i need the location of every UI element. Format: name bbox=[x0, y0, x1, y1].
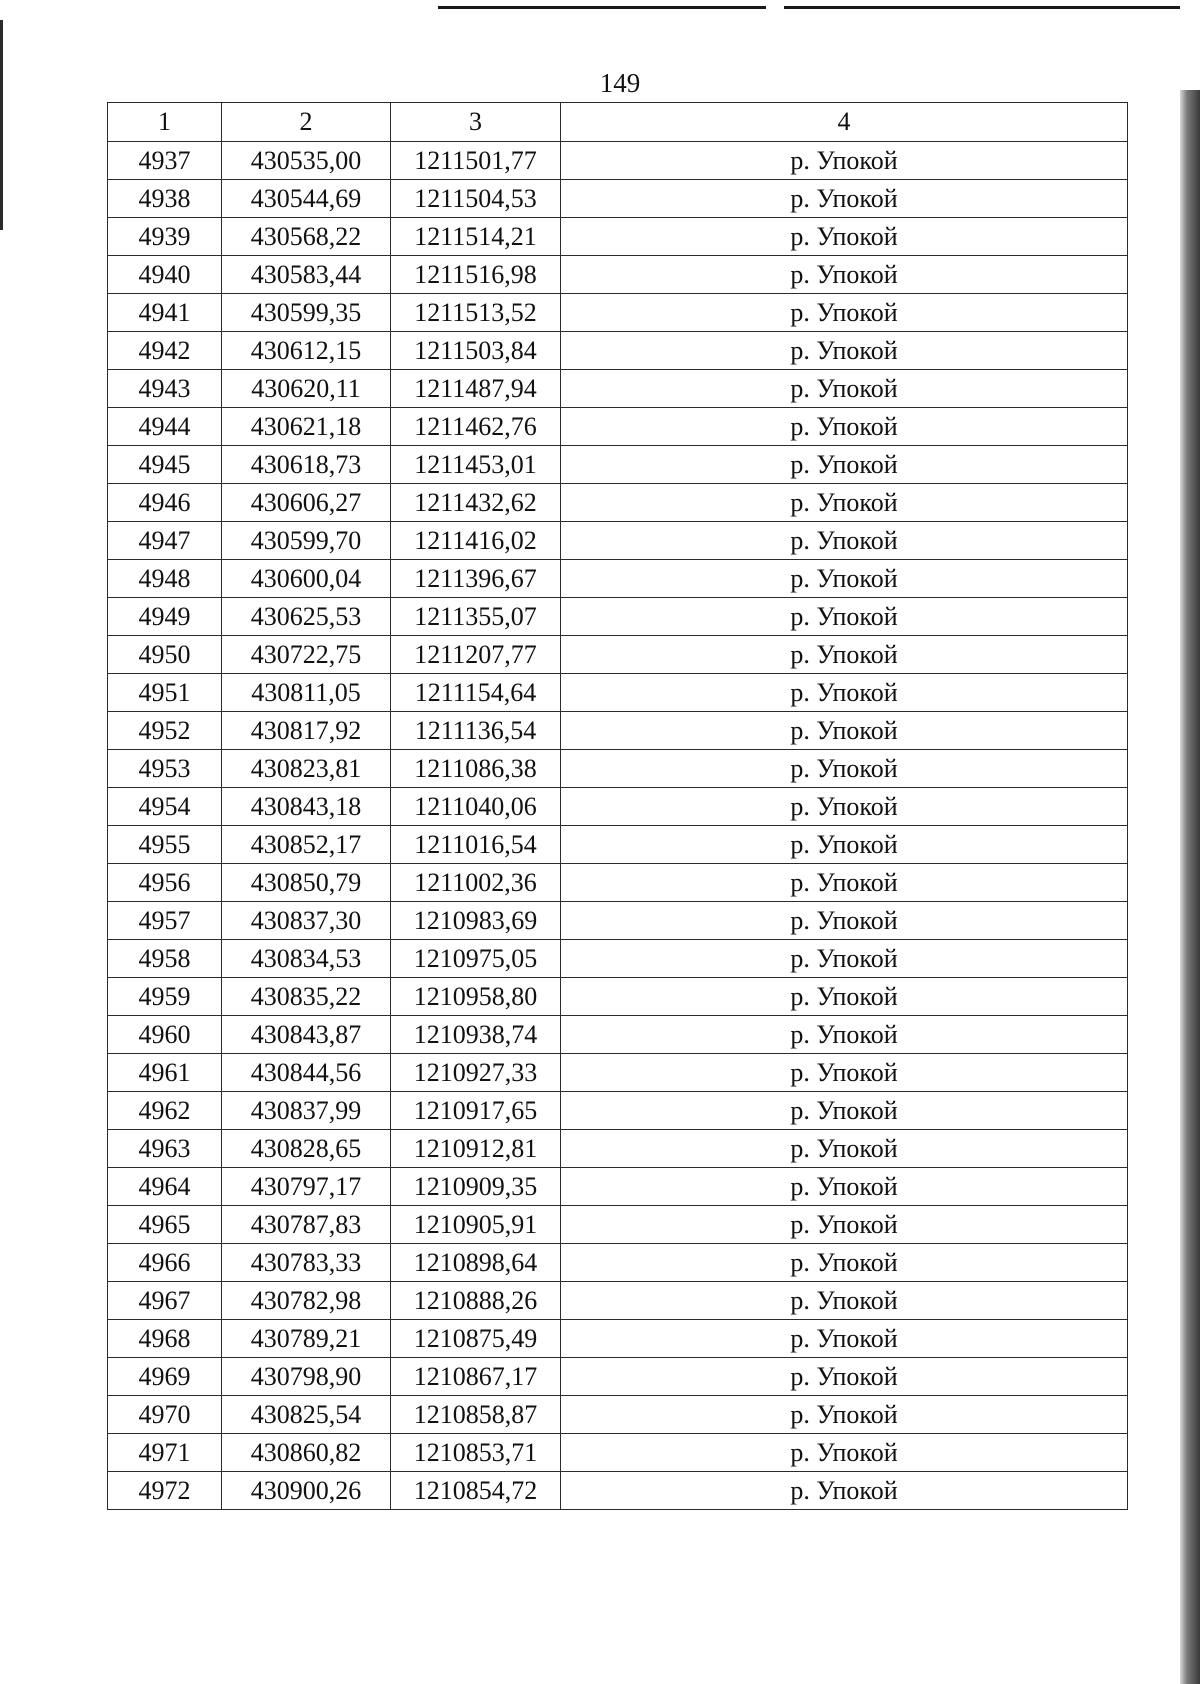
table-row bbox=[108, 408, 1128, 446]
description-cell: р. Упокой bbox=[561, 674, 1128, 712]
y-coordinate-cell: 1210983,69 bbox=[391, 902, 561, 940]
scan-edge-shadow bbox=[1180, 90, 1200, 1684]
table-header-row bbox=[108, 103, 1128, 142]
description-cell: р. Упокой bbox=[561, 1206, 1128, 1244]
table-row bbox=[108, 1282, 1128, 1320]
y-coordinate-cell: 1211040,06 bbox=[391, 788, 561, 826]
x-coordinate-cell: 430817,92 bbox=[222, 712, 391, 750]
description-cell: р. Упокой bbox=[561, 902, 1128, 940]
y-coordinate-cell: 1210888,26 bbox=[391, 1282, 561, 1320]
point-number-cell: 4953 bbox=[108, 750, 222, 788]
point-number-cell: 4972 bbox=[108, 1472, 222, 1510]
x-coordinate-cell: 430625,53 bbox=[222, 598, 391, 636]
x-coordinate-cell: 430798,90 bbox=[222, 1358, 391, 1396]
table-row bbox=[108, 598, 1128, 636]
header-cell-2: 2 bbox=[222, 103, 391, 142]
description-cell: р. Упокой bbox=[561, 598, 1128, 636]
description-cell: р. Упокой bbox=[561, 1472, 1128, 1510]
x-coordinate-cell: 430787,83 bbox=[222, 1206, 391, 1244]
page-number: 149 bbox=[599, 68, 641, 98]
point-number-cell: 4955 bbox=[108, 826, 222, 864]
description-cell: р. Упокой bbox=[561, 1130, 1128, 1168]
point-number-cell: 4948 bbox=[108, 560, 222, 598]
y-coordinate-cell: 1211396,67 bbox=[391, 560, 561, 598]
table-row bbox=[108, 446, 1128, 484]
x-coordinate-cell: 430837,99 bbox=[222, 1092, 391, 1130]
y-coordinate-cell: 1211504,53 bbox=[391, 180, 561, 218]
table-body bbox=[108, 103, 1128, 1510]
description-cell: р. Упокой bbox=[561, 1054, 1128, 1092]
table-row bbox=[108, 1130, 1128, 1168]
x-coordinate-cell: 430722,75 bbox=[222, 636, 391, 674]
table-row bbox=[108, 1244, 1128, 1282]
table-row bbox=[108, 1092, 1128, 1130]
point-number-cell: 4943 bbox=[108, 370, 222, 408]
description-cell: р. Упокой bbox=[561, 1282, 1128, 1320]
x-coordinate-cell: 430620,11 bbox=[222, 370, 391, 408]
point-number-cell: 4961 bbox=[108, 1054, 222, 1092]
description-cell: р. Упокой bbox=[561, 294, 1128, 332]
point-number-cell: 4939 bbox=[108, 218, 222, 256]
table-row bbox=[108, 1434, 1128, 1472]
description-cell: р. Упокой bbox=[561, 408, 1128, 446]
x-coordinate-cell: 430789,21 bbox=[222, 1320, 391, 1358]
x-coordinate-cell: 430612,15 bbox=[222, 332, 391, 370]
x-coordinate-cell: 430811,05 bbox=[222, 674, 391, 712]
description-cell: р. Упокой bbox=[561, 788, 1128, 826]
point-number-cell: 4941 bbox=[108, 294, 222, 332]
x-coordinate-cell: 430828,65 bbox=[222, 1130, 391, 1168]
point-number-cell: 4967 bbox=[108, 1282, 222, 1320]
y-coordinate-cell: 1211453,01 bbox=[391, 446, 561, 484]
table-row bbox=[108, 940, 1128, 978]
point-number-cell: 4960 bbox=[108, 1016, 222, 1054]
point-number-cell: 4962 bbox=[108, 1092, 222, 1130]
x-coordinate-cell: 430535,00 bbox=[222, 142, 391, 180]
header-cell-3: 3 bbox=[391, 103, 561, 142]
y-coordinate-cell: 1211487,94 bbox=[391, 370, 561, 408]
point-number-cell: 4965 bbox=[108, 1206, 222, 1244]
table-row bbox=[108, 142, 1128, 180]
header-cell-4: 4 bbox=[561, 103, 1128, 142]
table-row bbox=[108, 864, 1128, 902]
y-coordinate-cell: 1211136,54 bbox=[391, 712, 561, 750]
description-cell: р. Упокой bbox=[561, 1396, 1128, 1434]
table-row bbox=[108, 1054, 1128, 1092]
table-row bbox=[108, 1206, 1128, 1244]
table-row bbox=[108, 978, 1128, 1016]
y-coordinate-cell: 1211154,64 bbox=[391, 674, 561, 712]
point-number-cell: 4956 bbox=[108, 864, 222, 902]
point-number-cell: 4969 bbox=[108, 1358, 222, 1396]
point-number-cell: 4966 bbox=[108, 1244, 222, 1282]
y-coordinate-cell: 1211503,84 bbox=[391, 332, 561, 370]
top-rule-right bbox=[784, 6, 1180, 9]
y-coordinate-cell: 1210958,80 bbox=[391, 978, 561, 1016]
point-number-cell: 4959 bbox=[108, 978, 222, 1016]
point-number-cell: 4942 bbox=[108, 332, 222, 370]
y-coordinate-cell: 1210912,81 bbox=[391, 1130, 561, 1168]
x-coordinate-cell: 430900,26 bbox=[222, 1472, 391, 1510]
table-row bbox=[108, 256, 1128, 294]
x-coordinate-cell: 430843,18 bbox=[222, 788, 391, 826]
point-number-cell: 4963 bbox=[108, 1130, 222, 1168]
description-cell: р. Упокой bbox=[561, 1016, 1128, 1054]
point-number-cell: 4949 bbox=[108, 598, 222, 636]
description-cell: р. Упокой bbox=[561, 484, 1128, 522]
description-cell: р. Упокой bbox=[561, 370, 1128, 408]
x-coordinate-cell: 430621,18 bbox=[222, 408, 391, 446]
table-row bbox=[108, 674, 1128, 712]
point-number-cell: 4952 bbox=[108, 712, 222, 750]
table-row bbox=[108, 1168, 1128, 1206]
y-coordinate-cell: 1211432,62 bbox=[391, 484, 561, 522]
description-cell: р. Упокой bbox=[561, 826, 1128, 864]
description-cell: р. Упокой bbox=[561, 560, 1128, 598]
y-coordinate-cell: 1211016,54 bbox=[391, 826, 561, 864]
table-row bbox=[108, 522, 1128, 560]
point-number-cell: 4945 bbox=[108, 446, 222, 484]
point-number-cell: 4970 bbox=[108, 1396, 222, 1434]
point-number-cell: 4937 bbox=[108, 142, 222, 180]
table-row bbox=[108, 826, 1128, 864]
x-coordinate-cell: 430852,17 bbox=[222, 826, 391, 864]
y-coordinate-cell: 1211513,52 bbox=[391, 294, 561, 332]
point-number-cell: 4957 bbox=[108, 902, 222, 940]
description-cell: р. Упокой bbox=[561, 864, 1128, 902]
point-number-cell: 4950 bbox=[108, 636, 222, 674]
y-coordinate-cell: 1211002,36 bbox=[391, 864, 561, 902]
x-coordinate-cell: 430782,98 bbox=[222, 1282, 391, 1320]
point-number-cell: 4940 bbox=[108, 256, 222, 294]
table-row bbox=[108, 180, 1128, 218]
point-number-cell: 4964 bbox=[108, 1168, 222, 1206]
table-row bbox=[108, 484, 1128, 522]
description-cell: р. Упокой bbox=[561, 218, 1128, 256]
y-coordinate-cell: 1211514,21 bbox=[391, 218, 561, 256]
x-coordinate-cell: 430618,73 bbox=[222, 446, 391, 484]
description-cell: р. Упокой bbox=[561, 1168, 1128, 1206]
description-cell: р. Упокой bbox=[561, 750, 1128, 788]
point-number-cell: 4958 bbox=[108, 940, 222, 978]
y-coordinate-cell: 1210867,17 bbox=[391, 1358, 561, 1396]
y-coordinate-cell: 1211501,77 bbox=[391, 142, 561, 180]
description-cell: р. Упокой bbox=[561, 522, 1128, 560]
description-cell: р. Упокой bbox=[561, 1092, 1128, 1130]
x-coordinate-cell: 430544,69 bbox=[222, 180, 391, 218]
point-number-cell: 4947 bbox=[108, 522, 222, 560]
table-row bbox=[108, 750, 1128, 788]
description-cell: р. Упокой bbox=[561, 180, 1128, 218]
x-coordinate-cell: 430797,17 bbox=[222, 1168, 391, 1206]
table-row bbox=[108, 902, 1128, 940]
y-coordinate-cell: 1211462,76 bbox=[391, 408, 561, 446]
x-coordinate-cell: 430835,22 bbox=[222, 978, 391, 1016]
table-row bbox=[108, 1320, 1128, 1358]
table-row bbox=[108, 712, 1128, 750]
description-cell: р. Упокой bbox=[561, 142, 1128, 180]
x-coordinate-cell: 430600,04 bbox=[222, 560, 391, 598]
description-cell: р. Упокой bbox=[561, 940, 1128, 978]
y-coordinate-cell: 1210927,33 bbox=[391, 1054, 561, 1092]
x-coordinate-cell: 430850,79 bbox=[222, 864, 391, 902]
x-coordinate-cell: 430860,82 bbox=[222, 1434, 391, 1472]
x-coordinate-cell: 430834,53 bbox=[222, 940, 391, 978]
x-coordinate-cell: 430599,70 bbox=[222, 522, 391, 560]
x-coordinate-cell: 430783,33 bbox=[222, 1244, 391, 1282]
y-coordinate-cell: 1210905,91 bbox=[391, 1206, 561, 1244]
table-row bbox=[108, 294, 1128, 332]
coordinates-table bbox=[107, 102, 1128, 1510]
table-row bbox=[108, 370, 1128, 408]
y-coordinate-cell: 1210975,05 bbox=[391, 940, 561, 978]
point-number-cell: 4951 bbox=[108, 674, 222, 712]
y-coordinate-cell: 1210909,35 bbox=[391, 1168, 561, 1206]
table-row bbox=[108, 332, 1128, 370]
description-cell: р. Упокой bbox=[561, 1244, 1128, 1282]
y-coordinate-cell: 1211086,38 bbox=[391, 750, 561, 788]
scan-edge-mark bbox=[0, 20, 3, 230]
y-coordinate-cell: 1210875,49 bbox=[391, 1320, 561, 1358]
point-number-cell: 4938 bbox=[108, 180, 222, 218]
point-number-cell: 4954 bbox=[108, 788, 222, 826]
x-coordinate-cell: 430583,44 bbox=[222, 256, 391, 294]
x-coordinate-cell: 430837,30 bbox=[222, 902, 391, 940]
point-number-cell: 4971 bbox=[108, 1434, 222, 1472]
y-coordinate-cell: 1211416,02 bbox=[391, 522, 561, 560]
table-row bbox=[108, 788, 1128, 826]
y-coordinate-cell: 1211355,07 bbox=[391, 598, 561, 636]
point-number-cell: 4968 bbox=[108, 1320, 222, 1358]
description-cell: р. Упокой bbox=[561, 332, 1128, 370]
x-coordinate-cell: 430825,54 bbox=[222, 1396, 391, 1434]
x-coordinate-cell: 430599,35 bbox=[222, 294, 391, 332]
description-cell: р. Упокой bbox=[561, 1434, 1128, 1472]
header-cell-1: 1 bbox=[108, 103, 222, 142]
point-number-cell: 4944 bbox=[108, 408, 222, 446]
x-coordinate-cell: 430606,27 bbox=[222, 484, 391, 522]
table-row bbox=[108, 1472, 1128, 1510]
y-coordinate-cell: 1210898,64 bbox=[391, 1244, 561, 1282]
description-cell: р. Упокой bbox=[561, 636, 1128, 674]
y-coordinate-cell: 1210853,71 bbox=[391, 1434, 561, 1472]
y-coordinate-cell: 1211207,77 bbox=[391, 636, 561, 674]
y-coordinate-cell: 1210917,65 bbox=[391, 1092, 561, 1130]
table-row bbox=[108, 218, 1128, 256]
description-cell: р. Упокой bbox=[561, 978, 1128, 1016]
table-row bbox=[108, 1358, 1128, 1396]
table-row bbox=[108, 560, 1128, 598]
x-coordinate-cell: 430823,81 bbox=[222, 750, 391, 788]
table-row bbox=[108, 636, 1128, 674]
description-cell: р. Упокой bbox=[561, 1358, 1128, 1396]
point-number-cell: 4946 bbox=[108, 484, 222, 522]
table-row bbox=[108, 1016, 1128, 1054]
y-coordinate-cell: 1211516,98 bbox=[391, 256, 561, 294]
top-rule-left bbox=[438, 6, 766, 9]
y-coordinate-cell: 1210858,87 bbox=[391, 1396, 561, 1434]
description-cell: р. Упокой bbox=[561, 256, 1128, 294]
x-coordinate-cell: 430844,56 bbox=[222, 1054, 391, 1092]
x-coordinate-cell: 430568,22 bbox=[222, 218, 391, 256]
x-coordinate-cell: 430843,87 bbox=[222, 1016, 391, 1054]
description-cell: р. Упокой bbox=[561, 712, 1128, 750]
description-cell: р. Упокой bbox=[561, 1320, 1128, 1358]
y-coordinate-cell: 1210938,74 bbox=[391, 1016, 561, 1054]
y-coordinate-cell: 1210854,72 bbox=[391, 1472, 561, 1510]
table-row bbox=[108, 1396, 1128, 1434]
description-cell: р. Упокой bbox=[561, 446, 1128, 484]
